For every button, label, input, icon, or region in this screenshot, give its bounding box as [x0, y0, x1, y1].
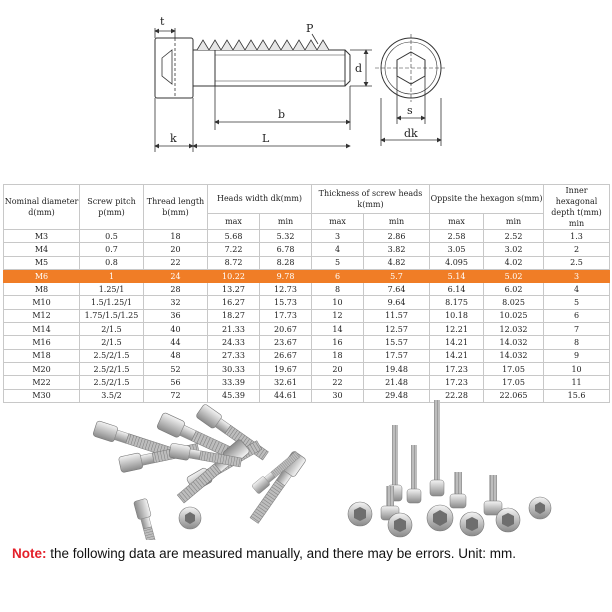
- label-dk: dk: [404, 127, 418, 140]
- table-cell: 13.27: [208, 283, 260, 296]
- note-label: Note:: [12, 546, 47, 561]
- table-cell: 10: [544, 362, 610, 375]
- table-cell: 14: [312, 323, 364, 336]
- table-cell: 5.14: [430, 269, 484, 282]
- table-cell: 2.52: [484, 230, 544, 243]
- header-inner-hexagonal-depth: Inner hexagonal depth t(mm) min: [544, 185, 610, 230]
- table-cell: 10.18: [430, 309, 484, 322]
- table-cell: 28: [144, 283, 208, 296]
- table-cell: 20.67: [260, 323, 312, 336]
- table-cell: 8: [312, 283, 364, 296]
- table-cell: 17.57: [364, 349, 430, 362]
- table-cell: M18: [4, 349, 80, 362]
- table-cell: 8.28: [260, 256, 312, 269]
- table-cell: 1.5/1.25/1: [80, 296, 144, 309]
- header-heads-width: Heads width dk(mm): [208, 185, 312, 214]
- table-cell: 22: [312, 376, 364, 389]
- table-cell: 5.7: [364, 269, 430, 282]
- specification-table: [3, 184, 610, 403]
- header-thread-length: Thread length b(mm): [144, 185, 208, 230]
- table-cell: 5: [312, 256, 364, 269]
- table-cell: 44: [144, 336, 208, 349]
- table-cell: 5.68: [208, 230, 260, 243]
- table-cell: 7.64: [364, 283, 430, 296]
- table-cell: 33.39: [208, 376, 260, 389]
- table-cell: 12.21: [430, 323, 484, 336]
- table-cell: 14.21: [430, 336, 484, 349]
- table-cell: 3.82: [364, 243, 430, 256]
- table-cell: 20: [144, 243, 208, 256]
- table-cell: M4: [4, 243, 80, 256]
- table-cell: 24.33: [208, 336, 260, 349]
- table-cell: 19.67: [260, 362, 312, 375]
- table-cell: 11: [544, 376, 610, 389]
- bolt-pile-left: [93, 403, 307, 540]
- table-cell: 2.86: [364, 230, 430, 243]
- table-cell: M30: [4, 389, 80, 402]
- subheader-dk-max: max: [208, 213, 260, 230]
- table-cell: 26.67: [260, 349, 312, 362]
- subheader-k-max: max: [312, 213, 364, 230]
- table-cell: 4: [544, 283, 610, 296]
- table-cell: 2/1.5: [80, 336, 144, 349]
- table-cell: 3.05: [430, 243, 484, 256]
- table-row: [4, 349, 610, 362]
- table-cell: 10.025: [484, 309, 544, 322]
- table-cell: 19.48: [364, 362, 430, 375]
- table-cell: 24: [144, 269, 208, 282]
- table-cell: 21.33: [208, 323, 260, 336]
- table-cell: 32: [144, 296, 208, 309]
- table-row: [4, 309, 610, 322]
- table-cell: 30: [312, 389, 364, 402]
- table-cell: M10: [4, 296, 80, 309]
- subheader-k-min: min: [364, 213, 430, 230]
- table-cell: 6.14: [430, 283, 484, 296]
- table-row: [4, 323, 610, 336]
- table-cell: 40: [144, 323, 208, 336]
- table-cell: 56: [144, 376, 208, 389]
- table-cell: 2.5: [544, 256, 610, 269]
- table-cell: 4.095: [430, 256, 484, 269]
- table-row: [4, 336, 610, 349]
- table-cell: 2.5/2/1.5: [80, 362, 144, 375]
- table-cell: 72: [144, 389, 208, 402]
- measurement-note: [12, 546, 602, 561]
- table-cell: 4: [312, 243, 364, 256]
- table-cell: 0.8: [80, 256, 144, 269]
- label-s: s: [407, 104, 413, 117]
- table-row: [4, 243, 610, 256]
- header-opposite-hexagon: Oppsite the hexagon s(mm): [430, 185, 544, 214]
- label-t: t: [160, 15, 165, 28]
- table-cell: 12.032: [484, 323, 544, 336]
- table-cell: M14: [4, 323, 80, 336]
- label-k: k: [170, 132, 177, 145]
- table-cell: 1: [80, 269, 144, 282]
- table-cell: 30.33: [208, 362, 260, 375]
- table-cell: 5.02: [484, 269, 544, 282]
- table-row: [4, 283, 610, 296]
- table-cell: 23.67: [260, 336, 312, 349]
- table-cell: 22.28: [430, 389, 484, 402]
- table-cell: 3: [544, 269, 610, 282]
- table-cell: M20: [4, 362, 80, 375]
- table-cell: 8.175: [430, 296, 484, 309]
- table-cell: 22.065: [484, 389, 544, 402]
- table-cell: 3.02: [484, 243, 544, 256]
- table-cell: 3.5/2: [80, 389, 144, 402]
- table-cell: M5: [4, 256, 80, 269]
- table-cell: 7: [544, 323, 610, 336]
- table-row: [4, 230, 610, 243]
- table-cell: 22: [144, 256, 208, 269]
- table-cell: 3: [312, 230, 364, 243]
- table-cell: 48: [144, 349, 208, 362]
- label-l: L: [262, 132, 270, 145]
- table-cell: 36: [144, 309, 208, 322]
- table-cell: 11.57: [364, 309, 430, 322]
- table-cell: 16.27: [208, 296, 260, 309]
- subheader-s-min: min: [484, 213, 544, 230]
- table-cell: 29.48: [364, 389, 430, 402]
- subheader-s-max: max: [430, 213, 484, 230]
- table-cell: M12: [4, 309, 80, 322]
- table-cell: 6.78: [260, 243, 312, 256]
- table-cell: 9: [544, 349, 610, 362]
- table-cell: 17.05: [484, 376, 544, 389]
- table-cell: 14.21: [430, 349, 484, 362]
- table-cell: 2.5/2/1.5: [80, 349, 144, 362]
- table-cell: 7.22: [208, 243, 260, 256]
- table-cell: 14.032: [484, 336, 544, 349]
- table-cell: 2.5/2/1.5: [80, 376, 144, 389]
- table-cell: 18.27: [208, 309, 260, 322]
- table-cell: 5.32: [260, 230, 312, 243]
- table-cell: 8.025: [484, 296, 544, 309]
- screw-dimension-diagram: [0, 0, 612, 180]
- table-cell: 20: [312, 362, 364, 375]
- bolt-group-right: [348, 400, 551, 537]
- table-row: [4, 256, 610, 269]
- table-cell: 0.5: [80, 230, 144, 243]
- table-cell: 1.75/1.5/1.25: [80, 309, 144, 322]
- table-cell: M22: [4, 376, 80, 389]
- table-cell: 6: [544, 309, 610, 322]
- table-cell: 6: [312, 269, 364, 282]
- table-cell: 5: [544, 296, 610, 309]
- table-cell: 8.72: [208, 256, 260, 269]
- table-cell: 21.48: [364, 376, 430, 389]
- table-cell: 1.25/1: [80, 283, 144, 296]
- table-cell: 15.57: [364, 336, 430, 349]
- table-cell: 12: [312, 309, 364, 322]
- table-cell: 8: [544, 336, 610, 349]
- table-cell: 15.73: [260, 296, 312, 309]
- header-nominal-diameter: Nominal diameter d(mm): [4, 185, 80, 230]
- table-cell: 16: [312, 336, 364, 349]
- header-screw-pitch: Screw pitch p(mm): [80, 185, 144, 230]
- table-cell: 4.02: [484, 256, 544, 269]
- label-b: b: [278, 108, 286, 121]
- table-cell: 1.3: [544, 230, 610, 243]
- table-cell: 0.7: [80, 243, 144, 256]
- table-cell: 12.73: [260, 283, 312, 296]
- table-cell: M16: [4, 336, 80, 349]
- table-cell: 27.33: [208, 349, 260, 362]
- table-cell: 12.57: [364, 323, 430, 336]
- table-row: [4, 376, 610, 389]
- table-cell: 45.39: [208, 389, 260, 402]
- table-cell: 44.61: [260, 389, 312, 402]
- table-cell: 18: [144, 230, 208, 243]
- table-cell: 17.23: [430, 362, 484, 375]
- table-row: [4, 269, 610, 282]
- table-body: [4, 230, 610, 403]
- table-cell: M8: [4, 283, 80, 296]
- table-cell: M6: [4, 269, 80, 282]
- product-photos: [0, 390, 612, 540]
- table-cell: 15.6: [544, 389, 610, 402]
- table-cell: 14.032: [484, 349, 544, 362]
- table-cell: 52: [144, 362, 208, 375]
- table-cell: 17.05: [484, 362, 544, 375]
- table-cell: 18: [312, 349, 364, 362]
- table-row: [4, 296, 610, 309]
- table-cell: 32.61: [260, 376, 312, 389]
- label-p: P: [306, 22, 314, 35]
- header-head-thickness: Thickness of screw heads k(mm): [312, 185, 430, 214]
- table-row: [4, 362, 610, 375]
- table-cell: 9.78: [260, 269, 312, 282]
- table-cell: M3: [4, 230, 80, 243]
- note-text: the following data are measured manually, and there may be errors. Unit: mm.: [46, 546, 516, 561]
- table-cell: 2/1.5: [80, 323, 144, 336]
- subheader-dk-min: min: [260, 213, 312, 230]
- table-cell: 4.82: [364, 256, 430, 269]
- table-cell: 10.22: [208, 269, 260, 282]
- label-d: d: [355, 62, 363, 75]
- table-cell: 10: [312, 296, 364, 309]
- table-cell: 17.23: [430, 376, 484, 389]
- table-cell: 2.58: [430, 230, 484, 243]
- table-cell: 2: [544, 243, 610, 256]
- table-cell: 17.73: [260, 309, 312, 322]
- table-cell: 9.64: [364, 296, 430, 309]
- table-cell: 6.02: [484, 283, 544, 296]
